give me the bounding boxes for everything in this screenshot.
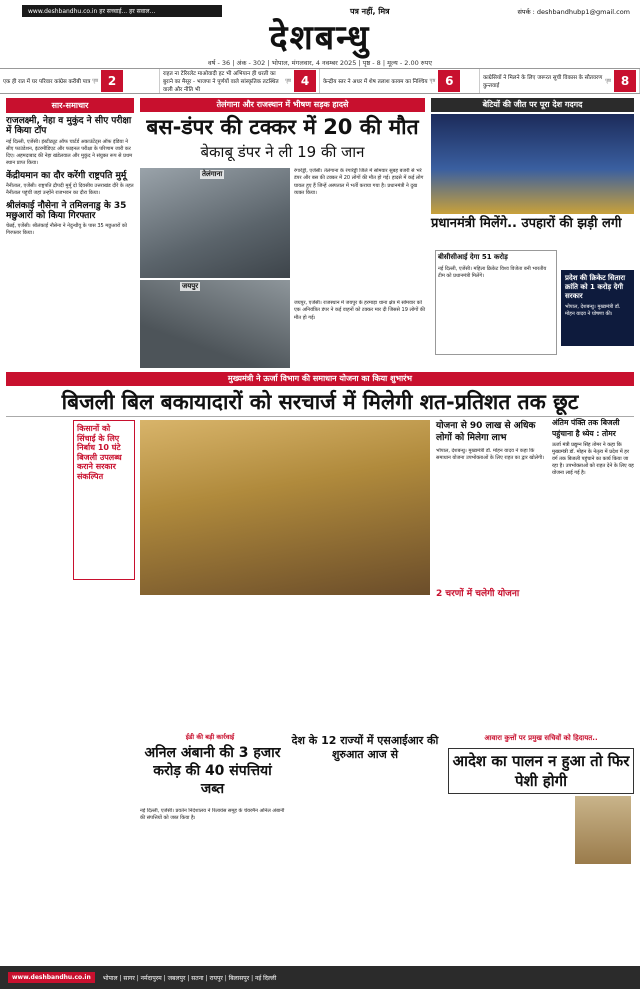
sir-headline[interactable]: देश के 12 राज्यों में एसआईआर की शुरुआत आज से <box>291 734 439 761</box>
teaser-text: काग्रेसियों ने मिलने के लिए जरूरत सूची विकास के सौतवरण कुन्तवाई <box>483 75 603 89</box>
teaser[interactable] <box>0 69 160 93</box>
ambani-kicker: ईडी की बड़ी कार्रवाई <box>185 733 235 741</box>
footer-url[interactable]: www.deshbandhu.co.in <box>8 972 95 983</box>
two-phases-head: 2 चरणों में चलेगी योजना <box>436 589 520 599</box>
brief-body: नई दिल्ली, एजेंसी। इंस्टीट्यूट ऑफ चार्टर्ड अकाउंटेंट्स ऑफ इंडिया ने सीए फाउंडेशन, इंटरमीडिएट और फाइनल परीक्षा के परिणाम जारी कर दिए। अहमदाबाद की नेहा खंडेलवाल और मुकुंद ने संयुक्त रूप से प्रथम स्थान प्राप्त किया। <box>6 138 133 167</box>
state-cricket-head[interactable]: प्रदेश की क्रिकेट सितारा क्रांति को 1 करोड़ देगी सरकार <box>565 274 626 301</box>
teaser[interactable] <box>480 69 640 93</box>
lead-body-1: रंगारेड्डी, एजेंसी। तेलंगाना के रंगारेड्डी जिले में सोमवार सुबह बजरी से भरे डंपर और बस की टक्कर में 20 लोगों की मौत हो गई। हादसे में कई लोग घायल हुए हैं जिन्हें अस्पताल में भर्ती कराया गया है। प्रधानमंत्री ने दुख व्यक्त किया। <box>294 168 424 196</box>
mid-body: भोपाल, देशबन्धु। मुख्यमंत्री डॉ. मोहन यादव ने कहा कि समाधान योजना उपभोक्ताओं के लिए राहत का द्वार खोलेगी। <box>436 448 545 462</box>
court-headline[interactable]: आदेश का पालन न हुआ तो फिर पेशी होगी <box>448 748 634 794</box>
footer <box>0 966 640 989</box>
lead-subheadline: बेकाबू डंपर ने ली 19 की जान <box>200 143 365 161</box>
site-url-strip[interactable]: www.deshbandhu.co.in हर सच्चाई... हर सवाल... <box>22 5 222 17</box>
teaser-page-number: 8 <box>614 70 636 92</box>
lead-kicker: तेलंगाना और राजस्थान में भीषण सड़क हादसे <box>140 98 425 112</box>
state-cricket-body: भोपाल, देशबन्धु। मुख्यमंत्री डॉ. मोहन यादव ने घोषणा की। <box>565 304 621 317</box>
lead-headline[interactable]: बस-डंपर की टक्कर में 20 की मौत <box>146 115 419 139</box>
mid-headline[interactable]: बिजली बिल बकायादारों को सरचार्ज में मिलेगी शत-प्रतिशत तक छूट <box>6 388 634 417</box>
brief-headline[interactable]: श्रीलंकाई नौसेना ने तमिलनाडु के 35 मछुआरों को किया गिरफ्तार <box>6 200 127 221</box>
bcci-box <box>435 250 557 355</box>
pm-headline[interactable]: प्रधानमंत्री मिलेंगे.. उपहारों की झड़ी लगी <box>431 216 622 231</box>
pm-body: नई दिल्ली, एजेंसी। महिला क्रिकेट विश्व विजेता बनी भारतीय टीम को प्रधानमंत्री मिलेंगे। <box>438 266 547 280</box>
teaser-page-number: 4 <box>294 70 316 92</box>
mid-kicker: मुख्यमंत्री ने ऊर्जा विभाग की समाधान योजना का किया शुभारंभ <box>6 372 634 386</box>
teaser-page-label: पृष्ठ <box>285 78 291 84</box>
state-cricket-box <box>561 270 634 346</box>
lead-photo-jaipur <box>140 280 290 368</box>
teaser-page-label: पृष्ठ <box>605 78 611 84</box>
minister-body: ऊर्जा मंत्री प्रद्युम्न सिंह तोमर ने कहा कि मुख्यमंत्री डॉ. मोहन के नेतृत्व में प्रदेश में हर वर्ग तक बिजली पहुंचाने का कार्य किया जा रहा है। उपभोक्ताओं को राहत देने के लिए यह योजना लाई गई है। <box>552 442 634 476</box>
minister-head[interactable]: अंतिम पंक्ति तक बिजली पहुंचाना है ध्येय : तोमर <box>552 418 620 438</box>
supreme-court-image <box>575 796 631 864</box>
brief-headline[interactable]: केंद्रीयमान का दौर करेंगी राष्ट्रपति मुर्मू <box>6 170 127 181</box>
photo-caption: जयपुर <box>182 282 199 290</box>
teaser-text: एक ही रात में घर परिवार कांग्रेस करीबी पात्र <box>3 79 91 85</box>
teaser-page-number: 6 <box>438 70 460 92</box>
contact-email[interactable]: संपर्क : deshbandhubp1@gmail.com <box>517 7 630 16</box>
farmers-box: किसानों को सिंचाई के लिए निर्बाध 10 घंटे बिजली उपलब्ध कराने सरकार संकल्पित <box>73 420 135 580</box>
lead-photo-telangana <box>140 168 290 278</box>
dateline: वर्ष - 36 | अंक - 302 | भोपाल, मंगलवार, 4 नवम्बर 2025 | पृष्ठ - 8 | मूल्य - 2.00 रुपए <box>208 59 432 67</box>
lead-body-2: जयपुर, एजेंसी। राजस्थान में जयपुर के हरमाड़ा थाना क्षेत्र में सोमवार को एक अनियंत्रित डंपर ने कई वाहनों को टक्कर मार दी जिससे 19 लोगों की मौत हो गई। <box>294 300 425 321</box>
ambani-body: नई दिल्ली, एजेंसी। प्रवर्तन निदेशालय ने रिलायंस समूह के चेयरमैन अनिल अंबानी की संपत्तियों को जब्त किया है। <box>140 808 285 822</box>
ambani-headline[interactable]: अनिल अंबानी की 3 हजार करोड़ की 40 संपत्तियां जब्त <box>144 745 281 797</box>
court-kicker: आवारा कुत्तों पर प्रमुख सचिवों को हिदायत.. <box>484 734 598 742</box>
footer-cities: भोपाल | सागर | नर्मदापुरम | जबलपुर | सतना | रायपुर | बिलासपुर | नई दिल्ली <box>102 974 277 982</box>
masthead-title: देशबन्धु <box>269 18 371 58</box>
tagline: पत्र नहीं, मित्र <box>349 6 390 16</box>
teaser[interactable] <box>160 69 320 93</box>
teaser-text: राहत ना टेरिरलेट माओवादी हट भी अभियान ही धरती का बुराने का मैसूर - भाजपा ने पूर्णयों वाले सांस्कृतिक तटस्थित वाली और नीति भी <box>163 71 279 93</box>
right-kicker: बेटियों की जीत पर पूरा देश गदगद <box>431 98 634 112</box>
teaser-page-number: 2 <box>101 70 123 92</box>
minister-column <box>552 418 634 753</box>
teaser-text: केन्द्रीय स्तर ने अधर में शेष तलाश कायम का निश्चिय <box>323 79 428 85</box>
photo-caption: तेलंगाना <box>202 170 223 178</box>
bcci-subhead: बीसीसीआई देगा 51 करोड़ <box>438 253 508 261</box>
teaser[interactable] <box>320 69 480 93</box>
section-tag: सार-समाचार <box>6 98 134 113</box>
brief-body: चेन्नई, एजेंसी। श्रीलंकाई नौसेना ने नेदुन्थीवु के पास 35 मछुआरों को गिरफ्तार किया। <box>6 223 127 237</box>
teaser-bar <box>0 68 640 94</box>
teaser-page-label: पृष्ठ <box>429 78 436 84</box>
cricket-team-photo <box>431 114 634 214</box>
teaser-page-label: पृष्ठ <box>92 78 99 84</box>
brief-headline[interactable]: राजलक्ष्मी, नेहा व मुकुंद ने सीए परीक्षा में किया टॉप <box>6 116 132 137</box>
cm-launch-photo <box>140 420 430 595</box>
brief-body: नैनीताल, एजेंसी। राष्ट्रपति द्रौपदी मुर्मू दो दिवसीय उत्तराखंड दौरे के तहत नैनीताल पहुंचीं जहां उन्होंने राजभवन का दौरा किया। <box>6 183 134 197</box>
yojana-headline[interactable]: योजना से 90 लाख से अधिक लोगों को मिलेगा लाभ <box>436 421 536 443</box>
